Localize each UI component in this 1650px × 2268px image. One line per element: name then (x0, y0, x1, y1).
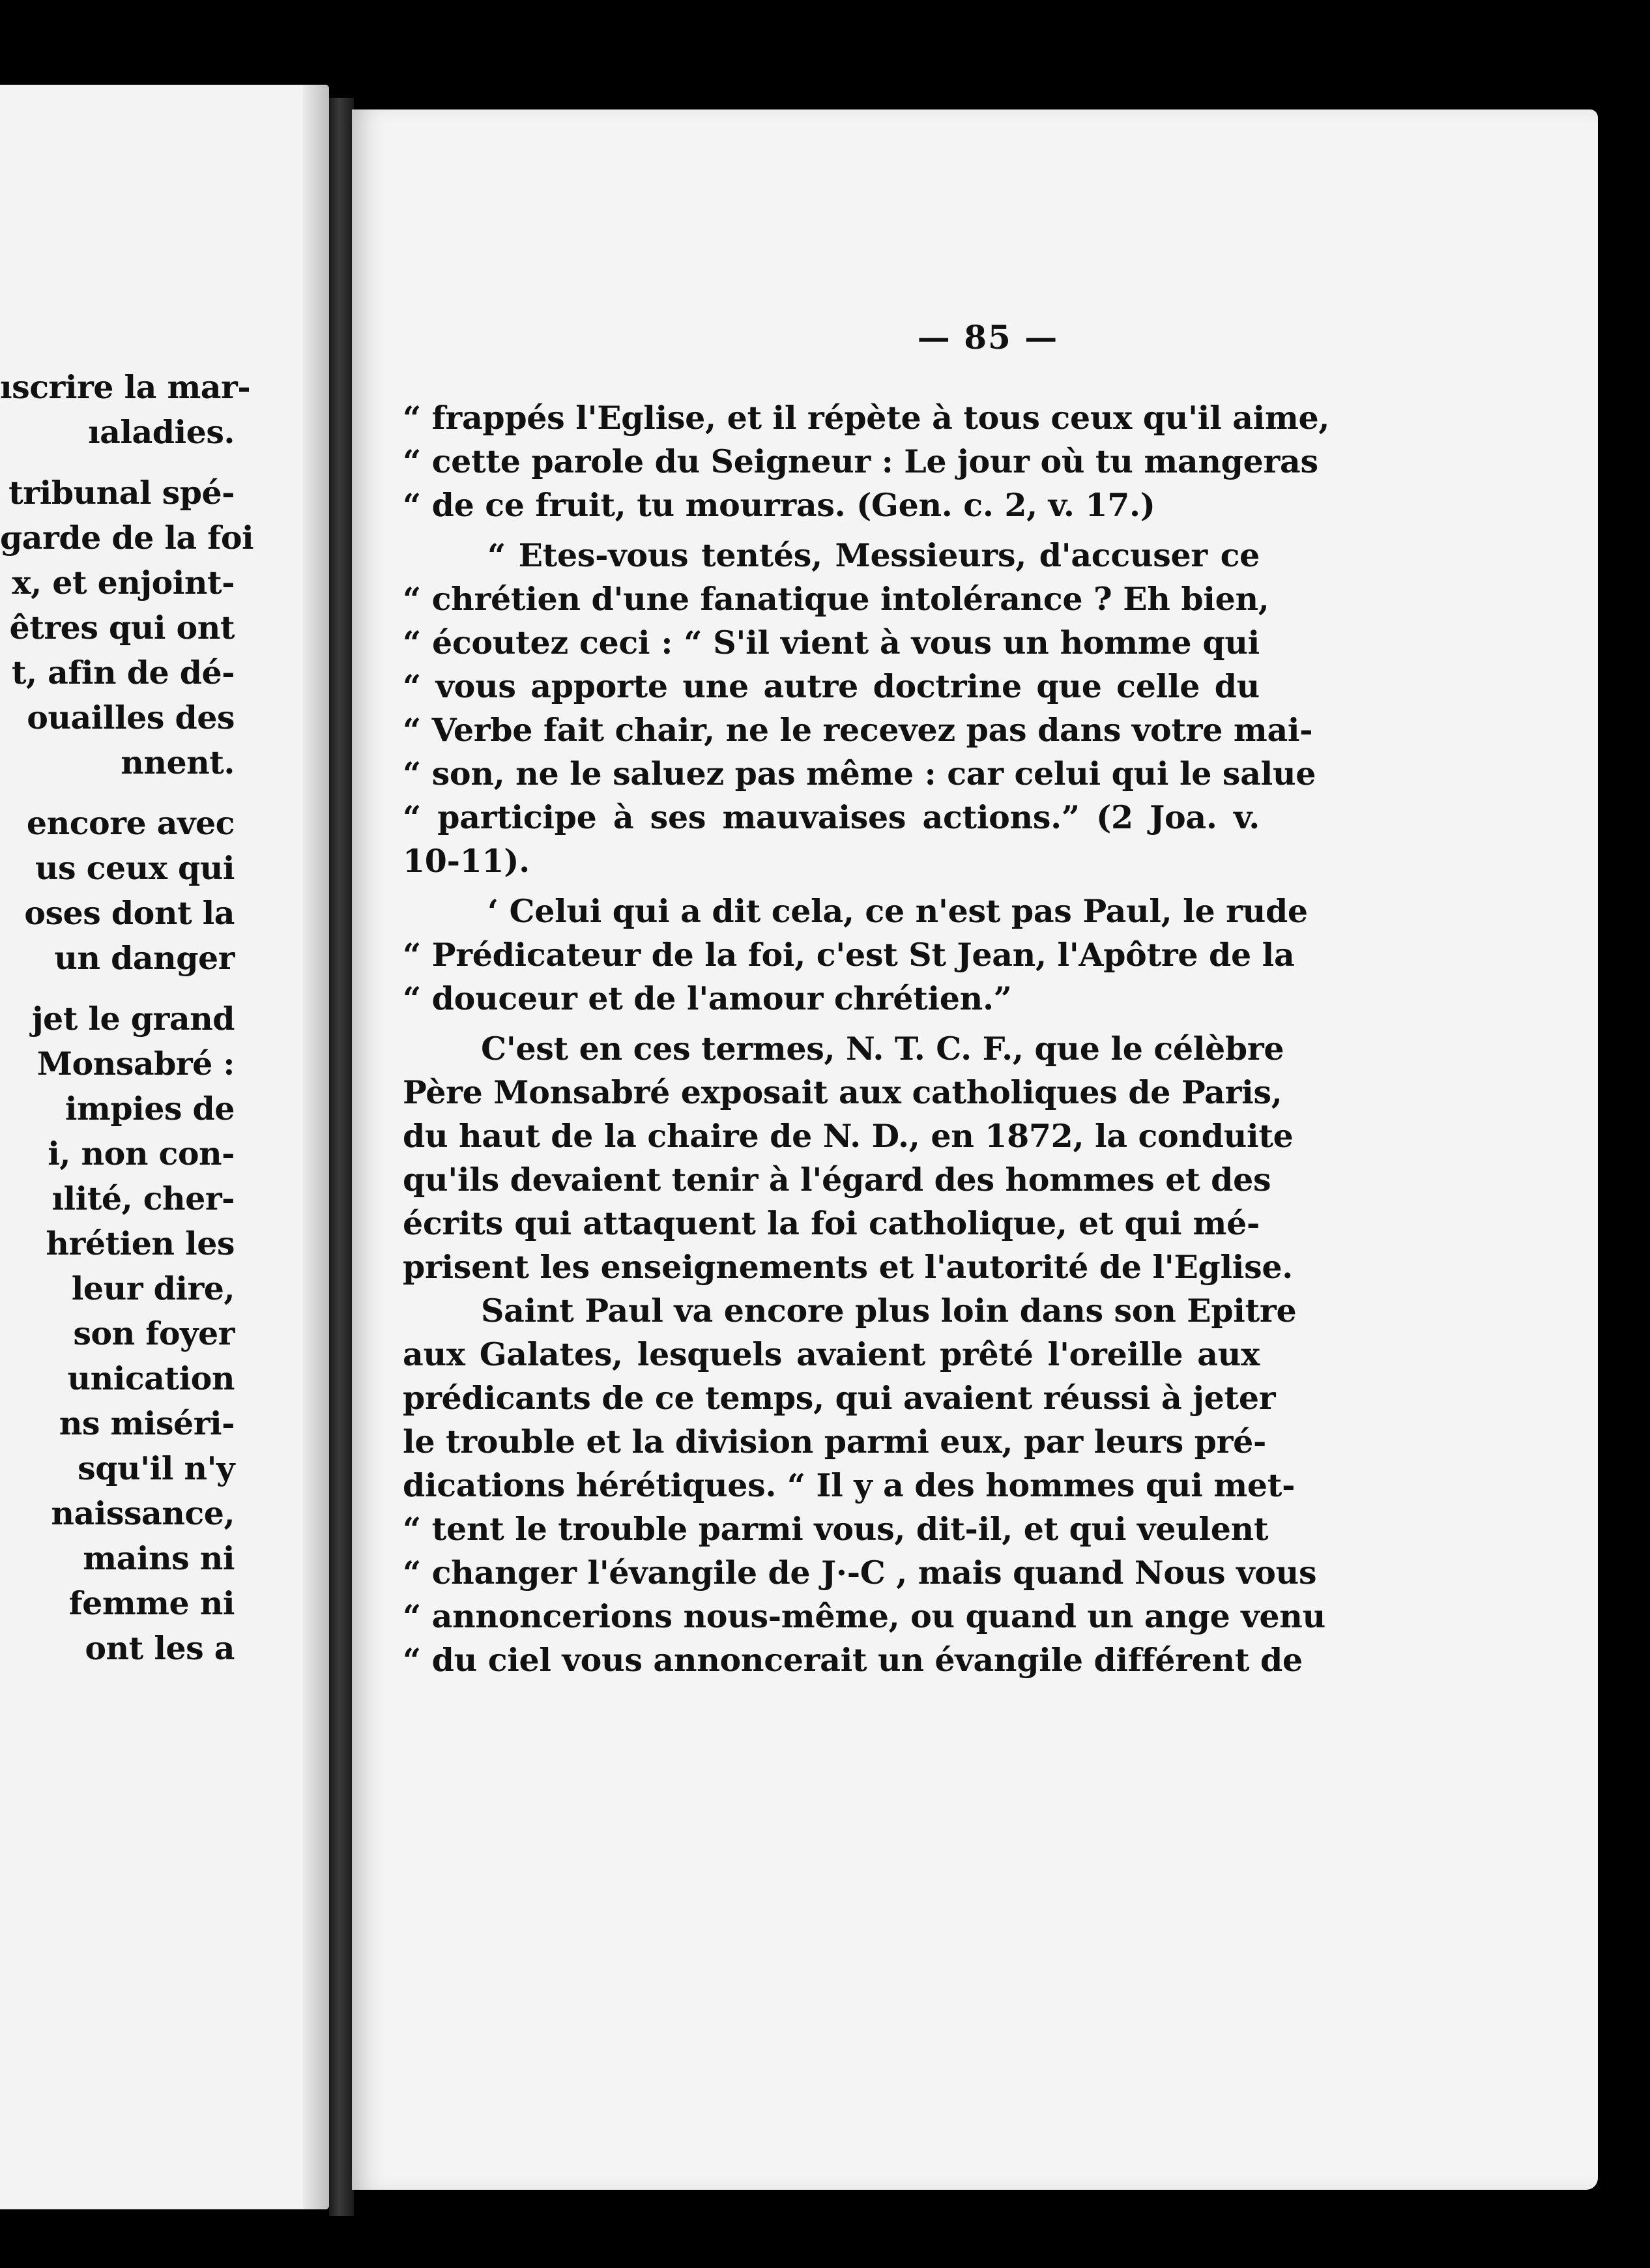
text-line: squ'il n'y (78, 1449, 235, 1487)
paragraph-gap (403, 527, 1260, 534)
paragraph-gap (0, 455, 235, 471)
text-line: du haut de la chaire de N. D., en 1872, la conduite (403, 1117, 1294, 1155)
text-line: son foyer (73, 1315, 235, 1352)
text-line: êtres qui ont (9, 609, 235, 647)
text-line: “ Verbe fait chair, ne le recevez pas dans votre mai- (403, 711, 1313, 749)
text-line: “ chrétien d'une fanatique intolérance ? Eh bien, (403, 580, 1269, 618)
text-line: Saint Paul va encore plus loin dans son Epitre (481, 1292, 1297, 1330)
text-line: prisent les enseignements et l'autorité de l'Eglise. (403, 1248, 1294, 1286)
text-line: naissance, (51, 1494, 235, 1532)
text-line: prédicants de ce temps, qui avaient réussi à jeter (403, 1379, 1276, 1417)
text-line: t, afin de dé- (11, 654, 235, 691)
page-number: — 85 — (917, 318, 1059, 356)
text-line: “ tent le trouble parmi vous, dit-il, et qui veulent (403, 1510, 1269, 1548)
left-page-gutter-shadow (303, 85, 329, 2209)
text-line: femme ni (68, 1584, 235, 1622)
text-line: i, non con- (48, 1135, 235, 1172)
text-line: Monsabré : (36, 1045, 235, 1083)
paragraph-gap (0, 785, 235, 801)
text-line: ‘ Celui qui a dit cela, ce n'est pas Paul, le rude (487, 892, 1308, 930)
text-line: dications hérétiques. “ Il y a des hommes qui met- (403, 1466, 1295, 1504)
text-line: encore avec (26, 804, 235, 842)
text-line: “ cette parole du Seigneur : Le jour où tu mangeras (403, 443, 1318, 480)
text-line: C'est en ces termes, N. T. C. F., que le célèbre (481, 1030, 1284, 1068)
text-line: un danger (54, 939, 235, 977)
body-text (403, 396, 1330, 1682)
book-spine (329, 98, 354, 2216)
paragraph-gap (0, 981, 235, 996)
text-line: ıscrire la mar- (0, 368, 251, 406)
right-page (352, 109, 1598, 2190)
text-line: “ écoutez ceci : “ S'il vient à vous un homme qui (403, 624, 1260, 662)
text-line: “ vous apporte une autre doctrine que celle du (403, 667, 1260, 705)
text-line: le trouble et la division parmi eux, par leurs pré- (403, 1423, 1267, 1461)
text-line: ɡarde de la foi (0, 519, 254, 557)
text-line: “ du ciel vous annoncerait un évangile différent de (403, 1641, 1303, 1679)
text-line: us ceux qui (35, 849, 235, 887)
text-line: unication (67, 1359, 235, 1397)
text-line: ılité, cher- (51, 1180, 235, 1217)
text-line: aux Galates, lesquels avaient prêté l'oreille aux (403, 1335, 1260, 1373)
text-line: mains ni (83, 1539, 235, 1577)
text-line: ouailles des (27, 699, 235, 736)
text-line: “ douceur et de l'amour chrétien.” (403, 980, 1012, 1017)
text-line: “ Prédicateur de la foi, c'est St Jean, l'Apôtre de la (403, 936, 1295, 974)
text-line: “ son, ne le saluez pas même : car celui qui le salue (403, 755, 1316, 792)
left-page (0, 85, 329, 2209)
paragraph-gap (403, 1021, 1260, 1027)
text-line: nnent. (121, 744, 235, 781)
text-line: “ changer l'évangile de J·-C , mais quand Nous vous (403, 1554, 1317, 1592)
text-line: impies de (65, 1090, 235, 1127)
text-line: ns miséri- (59, 1404, 235, 1442)
text-line: jet le grand (31, 1000, 235, 1038)
text-line: x, et enjoint- (12, 564, 235, 602)
text-line: “ annoncerions nous-même, ou quand un ange venu (403, 1597, 1325, 1635)
text-line: tribunal spé- (8, 474, 235, 512)
text-line: “ de ce fruit, tu mourras. (Gen. c. 2, v. 17.) (403, 486, 1155, 524)
text-line: Père Monsabré exposait aux catholiques de Paris, (403, 1073, 1282, 1111)
text-line: oses dont la (24, 894, 235, 932)
text-line: ıaladies. (88, 413, 235, 451)
paragraph-gap (403, 883, 1260, 890)
left-page-text (0, 365, 254, 1671)
text-line: écrits qui attaquent la foi catholique, et qui mé- (403, 1204, 1260, 1242)
text-line: “ participe à ses mauvaises actions.” (2 Joa. v. (403, 798, 1260, 836)
text-line: “ Etes-vous tentés, Messieurs, d'accuser ce (487, 536, 1260, 574)
text-line: hrétien les (46, 1225, 235, 1262)
text-line: “ frappés l'Eglise, et il répète à tous ceux qu'il aime, (403, 399, 1330, 437)
text-line: qu'ils devaient tenir à l'égard des hommes et des (403, 1161, 1271, 1199)
text-line: ont les a (85, 1629, 235, 1667)
text-line: 10-11). (403, 842, 530, 880)
text-line: leur dire, (71, 1270, 235, 1307)
